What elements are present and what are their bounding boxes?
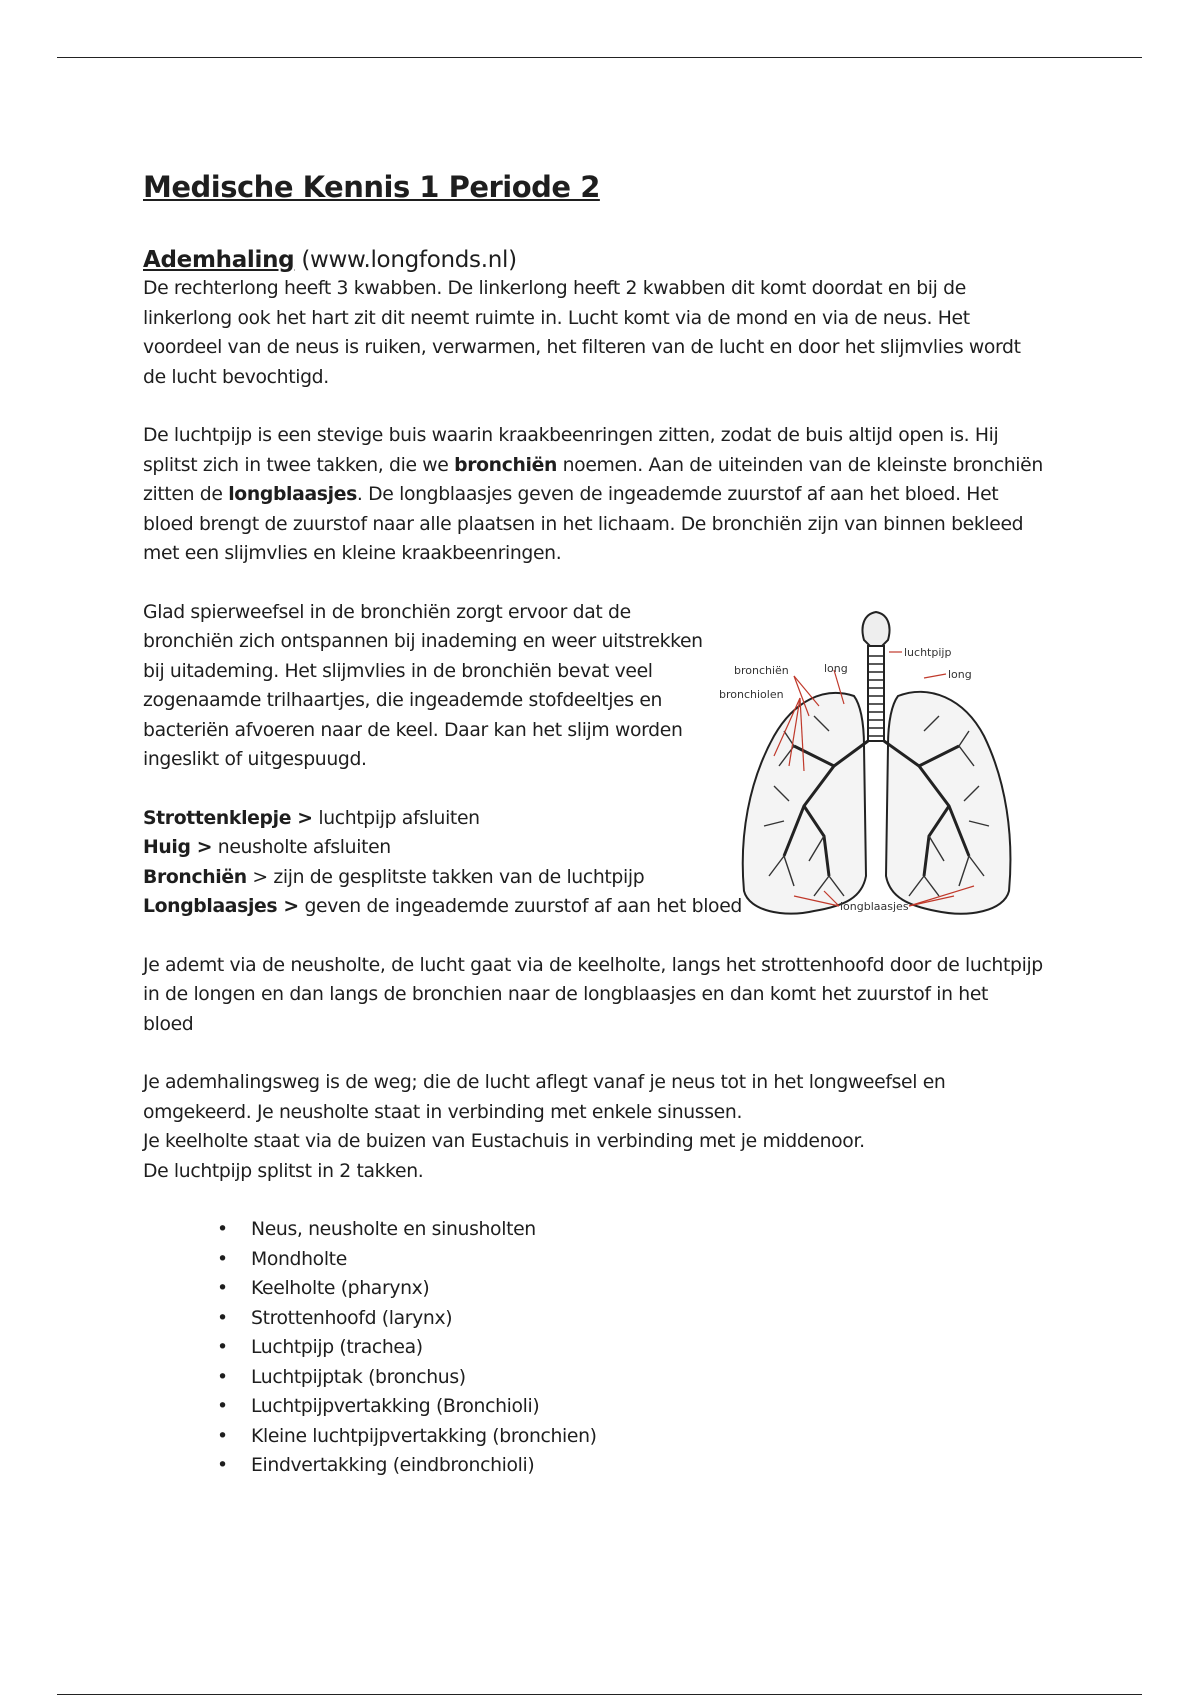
- label-longblaasjes: longblaasjes: [840, 899, 909, 913]
- label-long-right: long: [948, 667, 972, 681]
- term-label: Bronchiën: [143, 866, 247, 888]
- paragraph-airway-definition: [143, 1068, 1043, 1186]
- text-run: De luchtpijp is een stevige buis waarin kraakbeenringen zitten, zodat de buis altijd open is. Hij splitst zich in twee takken, die we: [143, 425, 999, 476]
- term-desc: neusholte afsluiten: [212, 837, 391, 859]
- text-line: Je keelholte staat via de buizen van Eustachuis in verbinding met je middenoor.: [143, 1131, 865, 1153]
- lungs-diagram: [714, 606, 1034, 946]
- list-item: • Neus, neusholte en sinusholten: [251, 1215, 1043, 1245]
- list-item: • Luchtpijpvertakking (Bronchioli): [251, 1392, 1043, 1422]
- term-desc: > zijn de gesplitste takken van de luchtpijp: [246, 866, 645, 888]
- footer-rule: [57, 1694, 1142, 1695]
- paragraph-smooth-muscle: Glad spierweefsel in de bronchiën zorgt ervoor dat de bronchiën zich ontspannen bij inademing en weer uitstrekken bij uitademing. Het slijmvlies in de bronchiën bevat veel zogenaamde trilhaartjes, die ingeademde stofdeeltjes en bacteriën afvoeren naar de keel. Daar kan het slijm worden ingeslikt of uitgespuugd.: [143, 601, 703, 771]
- document-body: [143, 170, 1043, 1481]
- term-label: Longblaasjes >: [143, 896, 299, 918]
- paragraph-lungs: De rechterlong heeft 3 kwabben. De linkerlong heeft 2 kwabben dit komt doordat en bij de linkerlong ook het hart zit dit neemt ruimte in. Lucht komt via de mond en via de neus. Het voordeel van de neus is ruiken, verwarmen, het filteren van de lucht en door het slijmvlies wordt de lucht bevochtigd.: [143, 278, 1021, 388]
- text-line: De luchtpijp splitst in 2 takken.: [143, 1160, 424, 1182]
- section-source: (www.longfonds.nl): [301, 246, 517, 273]
- list-item: • Strottenhoofd (larynx): [251, 1304, 1043, 1334]
- label-bronchiolen: bronchiolen: [719, 687, 784, 701]
- header-rule: [57, 57, 1142, 58]
- term-desc: geven de ingeademde zuurstof af aan het bloed: [298, 896, 742, 918]
- list-item: • Luchtpijp (trachea): [251, 1333, 1043, 1363]
- page-title: Medische Kennis 1 Periode 2: [143, 170, 600, 204]
- bold-term-longblaasjes: longblaasjes: [228, 484, 357, 506]
- trachea-shape: [868, 646, 884, 741]
- text-run: . De longblaasjes geven de ingeademde zuurstof af aan het bloed. Het bloed brengt de zuurstof naar alle plaatsen in het lichaam. De bronchiën zijn van binnen bekleed met een slijmvlies en kleine kraakbeenringen.: [143, 484, 1024, 565]
- list-item: • Eindvertakking (eindbronchioli): [251, 1451, 1043, 1481]
- larynx-shape: [863, 612, 890, 646]
- label-bronchien: bronchiën: [734, 663, 789, 677]
- text-run: noemen. Aan de uiteinden van de kleinste bronchiën zitten de: [143, 454, 1043, 506]
- airway-list: [143, 1215, 1043, 1481]
- section-heading: [143, 247, 1043, 275]
- label-luchtpijp: luchtpijp: [904, 645, 952, 659]
- list-item: • Mondholte: [251, 1245, 1043, 1275]
- term-label: Huig >: [143, 837, 213, 859]
- label-long-top: long: [824, 661, 848, 675]
- list-item: • Luchtpijptak (bronchus): [251, 1363, 1043, 1393]
- text-line: Je ademhalingsweg is de weg; die de lucht aflegt vanaf je neus tot in het longweefsel en omgekeerd. Je neusholte staat in verbinding met enkele sinussen.: [143, 1072, 946, 1123]
- paragraph-trachea: [143, 421, 1043, 569]
- section-title: Ademhaling: [143, 246, 295, 273]
- term-desc: luchtpijp afsluiten: [312, 807, 480, 829]
- list-item: • Kleine luchtpijpvertakking (bronchien): [251, 1422, 1043, 1452]
- list-item: • Keelholte (pharynx): [251, 1274, 1043, 1304]
- paragraph-airway-path: Je ademt via de neusholte, de lucht gaat via de keelholte, langs het strottenhoofd door de luchtpijp in de longen en dan langs de bronchien naar de longblaasjes en dan komt het zuurstof in het bloed: [143, 954, 1043, 1035]
- term-label: Strottenklepje >: [143, 807, 313, 829]
- float-section: [143, 598, 1043, 922]
- bold-term-bronchien: bronchiën: [454, 454, 557, 476]
